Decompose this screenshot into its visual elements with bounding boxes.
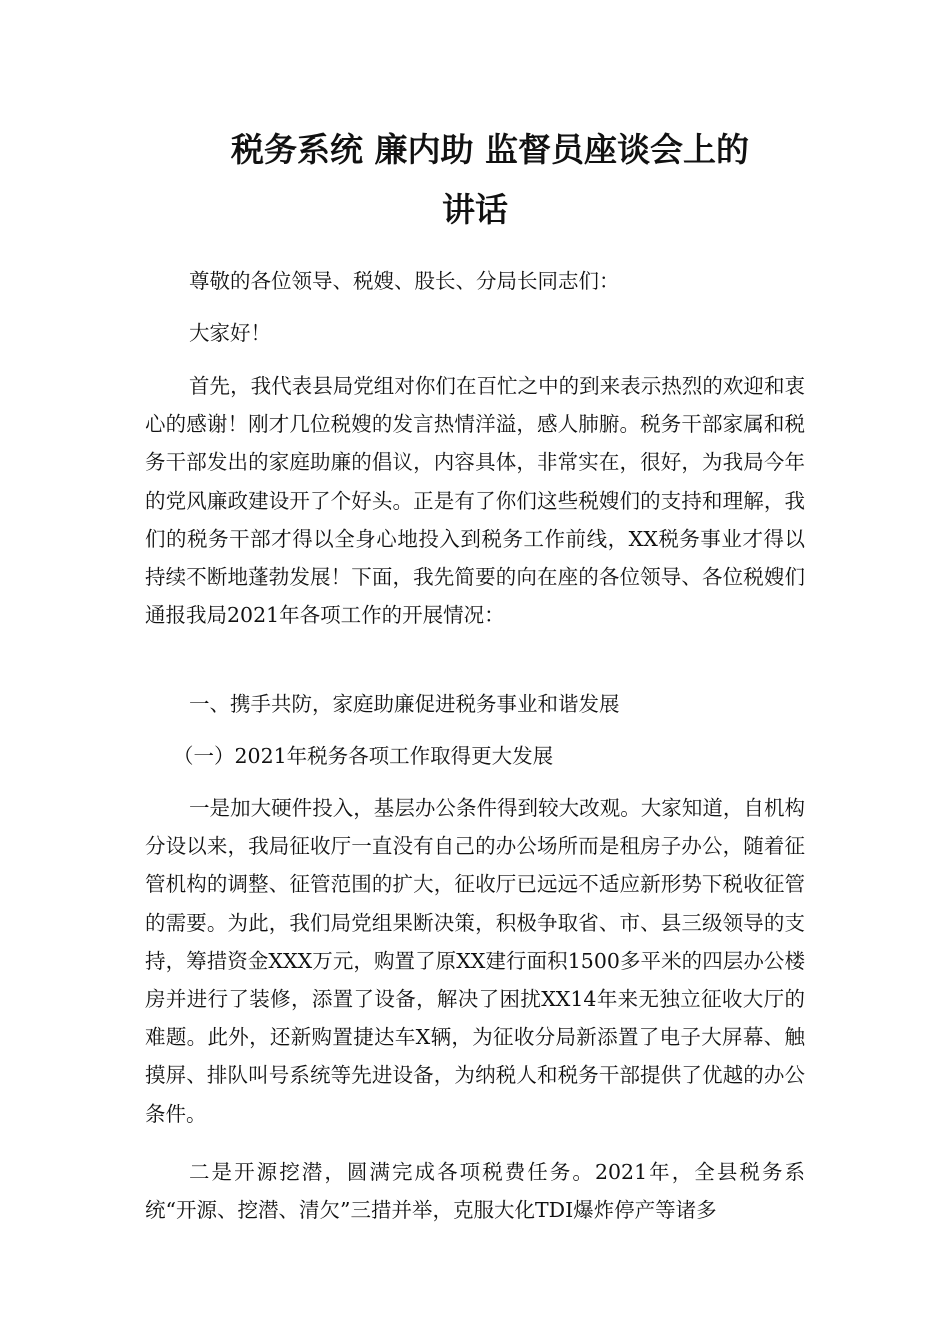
hello-paragraph: 大家好！ [189,321,271,345]
document-title-line-1: 税务系统 廉内助 监督员座谈会上的 [231,130,749,169]
item-one-paragraph: 一是加大硬件投入，基层办公条件得到较大改观。大家知道，自机构分设以来，我局征收厅一直没有自己的办公场所而是租房子办公，随着征管机构的调整、征管范围的扩大，征收厅已远远不适应新形势下税收征管的需要。为此，我们局党组果断决策，积极争取省、市、县三级领导的支持，筹措资金XXX万元，购置了原XX建行面积1500多平米的四层办公楼房并进行了装修，添置了设备，解决了困扰XX14年来无独立征收大厅的难题。此外，还新购置捷达车X辆，为征收分局新添置了电子大屏幕、触摸屏、排队叫号系统等先进设备，为纳税人和税务干部提供了优越的办公条件。 [145,796,805,1126]
section-heading: 一、携手共防，家庭助廉促进税务事业和谐发展 [189,692,620,716]
item-two-paragraph: 二是开源挖潜，圆满完成各项税费任务。2021年，全县税务系统“开源、挖潜、清欠”三措并举，克服大化TDI爆炸停产等诸多 [145,1160,805,1223]
opening-paragraph: 首先，我代表县局党组对你们在百忙之中的到来表示热烈的欢迎和衷心的感谢！刚才几位税嫂的发言热情洋溢，感人肺腑。税务干部家属和税务干部发出的家庭助廉的倡议，内容具体，非常实在，很好，为我局今年的党风廉政建设开了个好头。正是有了你们这些税嫂们的支持和理解，我们的税务干部才得以全身心地投入到税务工作前线，XX税务事业才得以持续不断地蓬勃发展！下面，我先简要的向在座的各位领导、各位税嫂们通报我局2021年各项工作的开展情况： [145,374,805,628]
document-title-line-2: 讲话 [442,190,508,229]
greeting-paragraph: 尊敬的各位领导、税嫂、股长、分局长同志们： [189,269,620,293]
subsection-heading: （一）2021年税务各项工作取得更大发展 [173,744,554,768]
